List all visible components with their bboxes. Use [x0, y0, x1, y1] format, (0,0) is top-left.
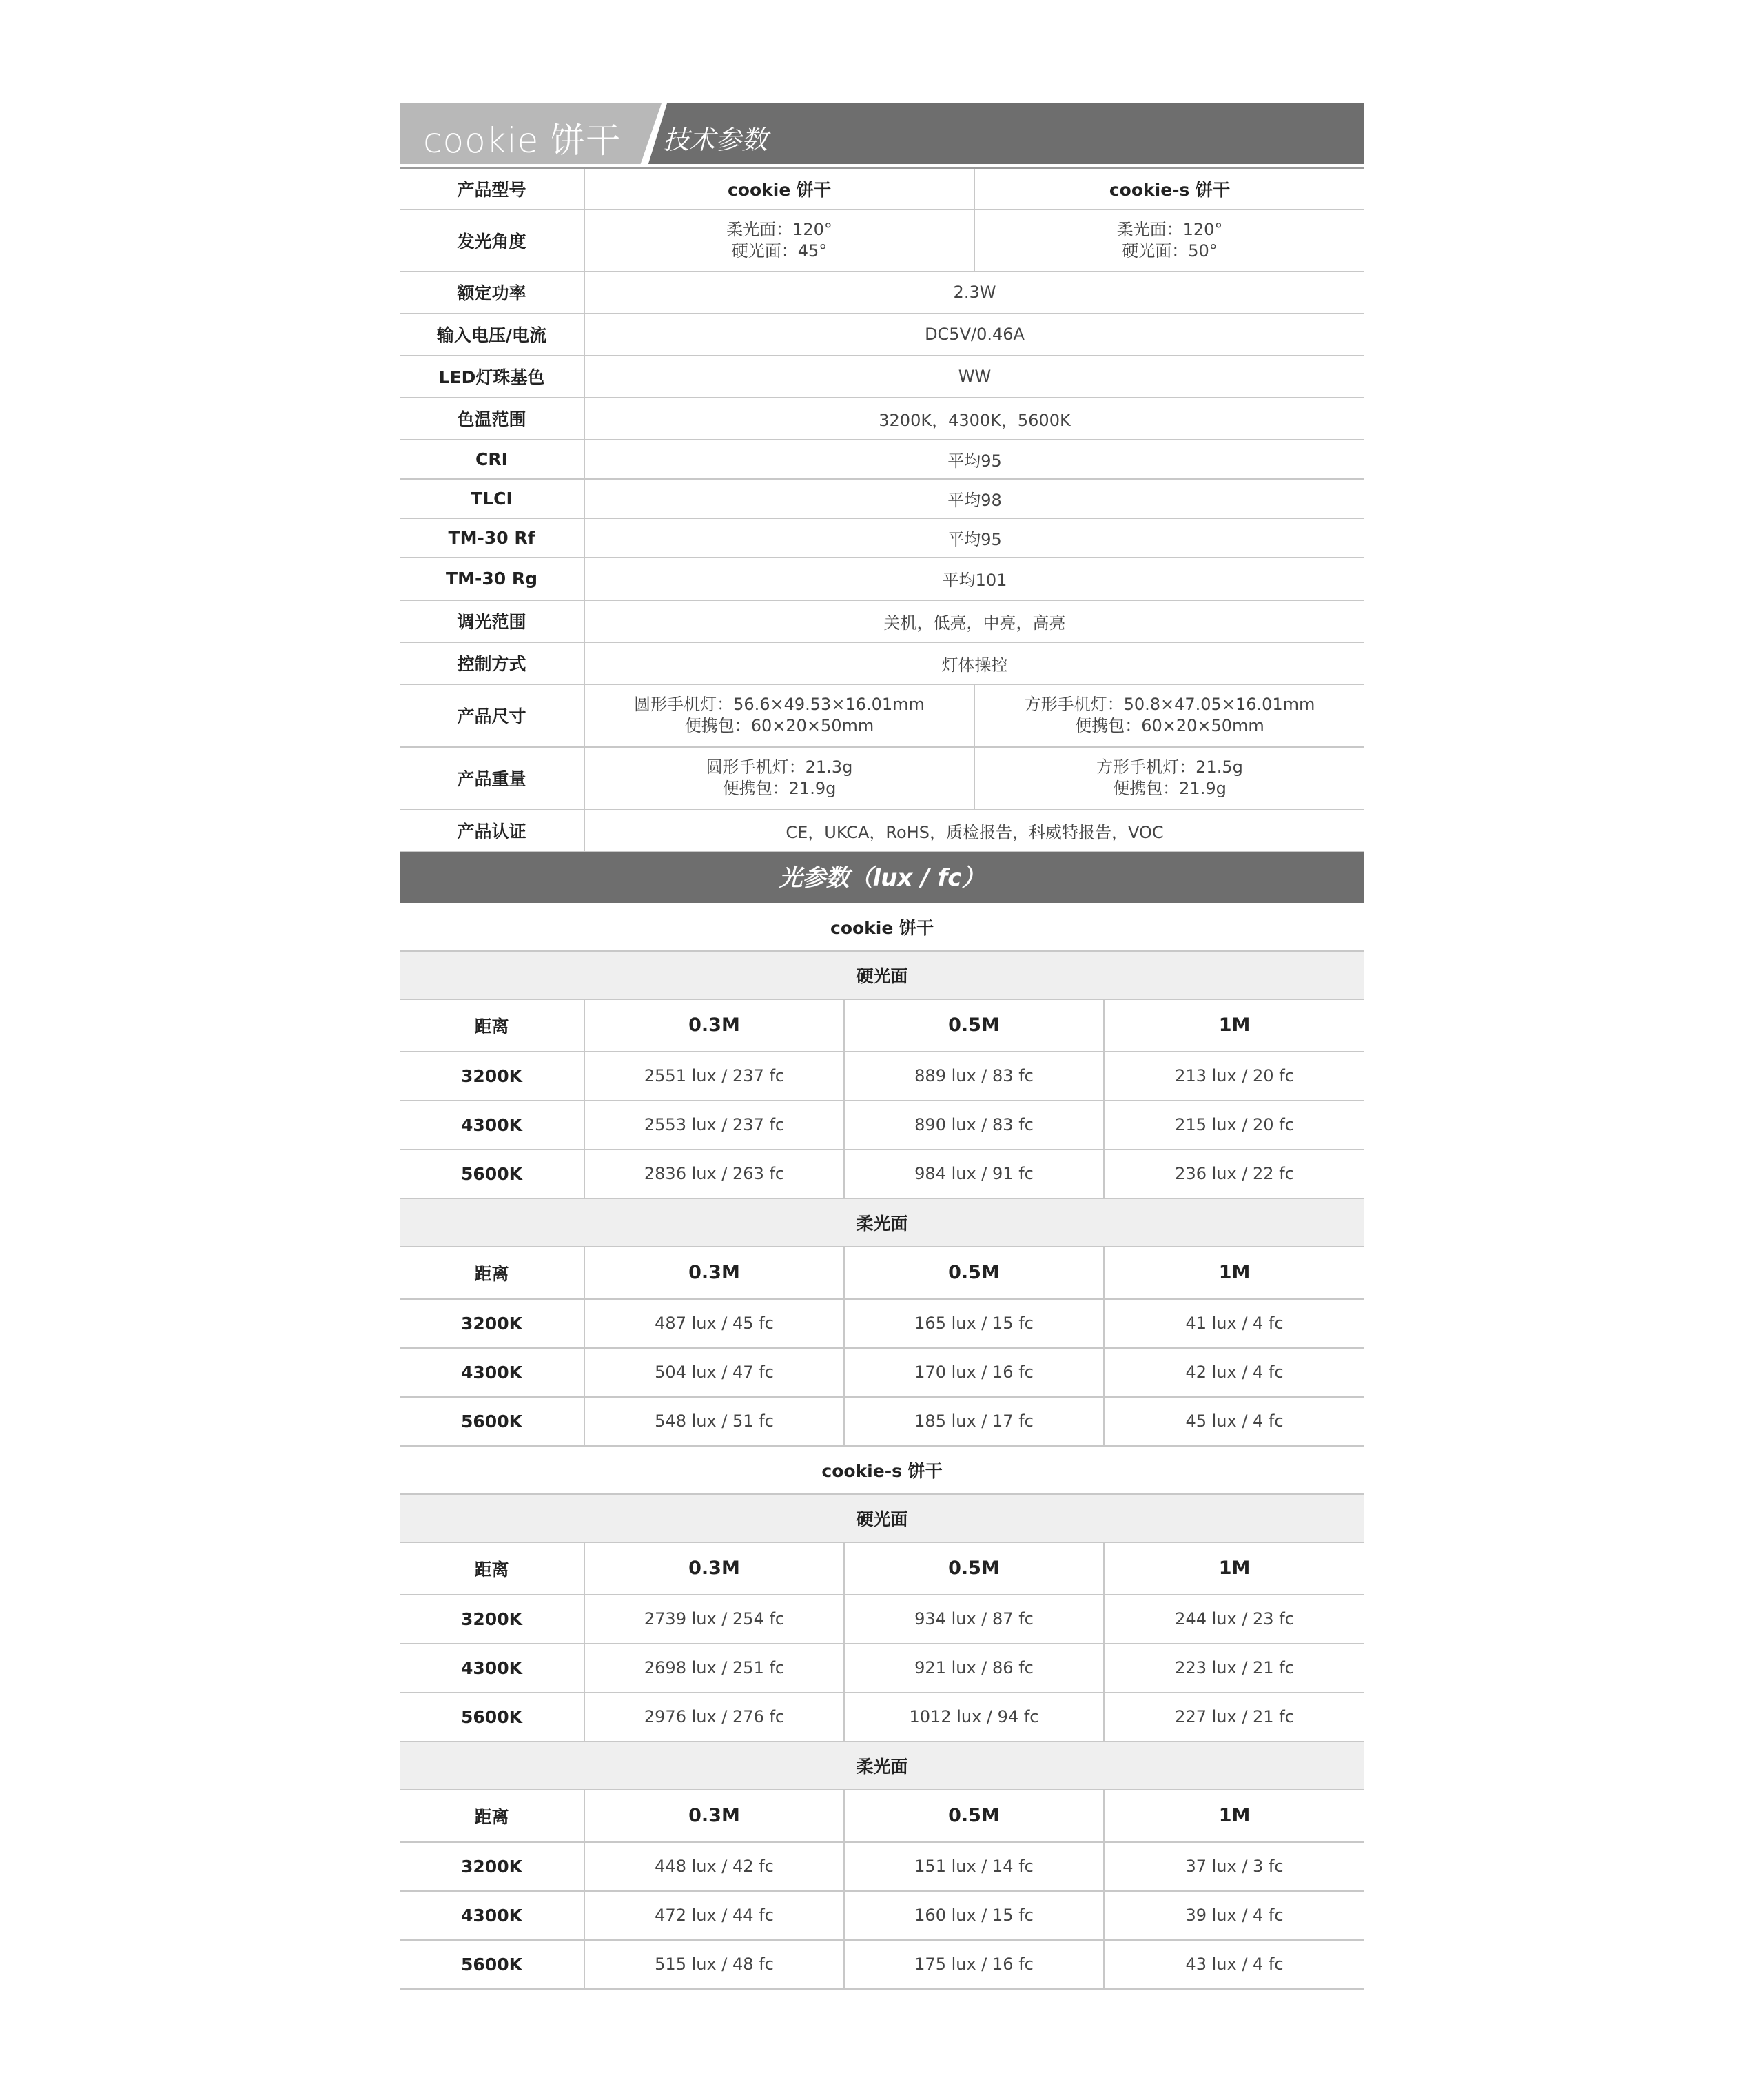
- table-row: [400, 1348, 1364, 1397]
- lux-value: 2551 lux / 237 fc: [584, 1052, 844, 1101]
- lux-value: 244 lux / 23 fc: [1104, 1595, 1364, 1644]
- spec-label: 产品重量: [400, 747, 584, 810]
- table-row: [400, 1397, 1364, 1446]
- face-row: [400, 1494, 1364, 1542]
- face-title: 硬光面: [400, 951, 1364, 999]
- cct-label: 5600K: [400, 1693, 584, 1742]
- distance-header: 0.5M: [844, 1247, 1104, 1299]
- table-row: [400, 1150, 1364, 1198]
- light-params-body: [400, 903, 1364, 1989]
- lux-value: 472 lux / 44 fc: [584, 1891, 844, 1940]
- lux-value: 175 lux / 16 fc: [844, 1940, 1104, 1989]
- lux-value: 213 lux / 20 fc: [1104, 1052, 1364, 1101]
- lux-value: 2836 lux / 263 fc: [584, 1150, 844, 1198]
- cct-label: 3200K: [400, 1052, 584, 1101]
- spec-label: 色温范围: [400, 398, 584, 440]
- face-row: [400, 951, 1364, 999]
- lux-value: 984 lux / 91 fc: [844, 1150, 1104, 1198]
- spec-value: DC5V/0.46A: [584, 314, 1364, 356]
- spec-value-b: [974, 684, 1364, 747]
- weight-a-line-2: 便携包：21.9g: [722, 779, 837, 798]
- spec-label: TM-30 Rf: [400, 518, 584, 558]
- distance-header: 1M: [1104, 1542, 1364, 1595]
- cct-label: 5600K: [400, 1940, 584, 1989]
- model-title: cookie 饼干: [400, 903, 1364, 951]
- lux-value: 236 lux / 22 fc: [1104, 1150, 1364, 1198]
- spec-label: 产品认证: [400, 810, 584, 852]
- angle-b-line-2: 硬光面：50°: [1122, 241, 1218, 261]
- spec-table: [400, 167, 1364, 852]
- spec-value-a: [584, 684, 974, 747]
- spec-row-cri: [400, 440, 1364, 479]
- spec-label: LED灯珠基色: [400, 356, 584, 398]
- face-title: 硬光面: [400, 1494, 1364, 1542]
- spec-label: 产品型号: [400, 168, 584, 210]
- spec-row-model: [400, 168, 1364, 210]
- distance-label: 距离: [400, 1790, 584, 1842]
- spec-row-voltage: [400, 314, 1364, 356]
- distance-header-row: [400, 1247, 1364, 1299]
- spec-label: 发光角度: [400, 210, 584, 272]
- lux-value: 185 lux / 17 fc: [844, 1397, 1104, 1446]
- cct-label: 4300K: [400, 1101, 584, 1150]
- distance-header: 0.5M: [844, 1542, 1104, 1595]
- model-name-a: cookie 饼干: [584, 168, 974, 210]
- lux-value: 890 lux / 83 fc: [844, 1101, 1104, 1150]
- spec-row-rg: [400, 558, 1364, 600]
- lux-value: 1012 lux / 94 fc: [844, 1693, 1104, 1742]
- spec-label: 额定功率: [400, 272, 584, 314]
- distance-label: 距离: [400, 999, 584, 1052]
- brand-title: cookie 饼干: [423, 121, 622, 161]
- lux-value: 934 lux / 87 fc: [844, 1595, 1104, 1644]
- lux-value: 515 lux / 48 fc: [584, 1940, 844, 1989]
- spec-row-dimming: [400, 600, 1364, 642]
- distance-label: 距离: [400, 1247, 584, 1299]
- distance-header: 1M: [1104, 1247, 1364, 1299]
- spec-row-power: [400, 272, 1364, 314]
- model-row: [400, 903, 1364, 951]
- spec-row-control: [400, 642, 1364, 684]
- spec-value: 关机，低亮，中亮，高亮: [584, 600, 1364, 642]
- lux-value: 45 lux / 4 fc: [1104, 1397, 1364, 1446]
- cct-label: 4300K: [400, 1644, 584, 1693]
- spec-value-b: [974, 747, 1364, 810]
- spec-row-rf: [400, 518, 1364, 558]
- distance-header: 1M: [1104, 999, 1364, 1052]
- spec-value: 平均101: [584, 558, 1364, 600]
- distance-header-row: [400, 1790, 1364, 1842]
- spec-value: CE，UKCA，RoHS，质检报告，科威特报告，VOC: [584, 810, 1364, 852]
- lux-value: 2553 lux / 237 fc: [584, 1101, 844, 1150]
- lux-value: 37 lux / 3 fc: [1104, 1842, 1364, 1891]
- lux-value: 39 lux / 4 fc: [1104, 1891, 1364, 1940]
- lux-value: 43 lux / 4 fc: [1104, 1940, 1364, 1989]
- lux-value: 170 lux / 16 fc: [844, 1348, 1104, 1397]
- cct-label: 3200K: [400, 1595, 584, 1644]
- lux-value: 2698 lux / 251 fc: [584, 1644, 844, 1693]
- table-row: [400, 1052, 1364, 1101]
- distance-header: 0.3M: [584, 1790, 844, 1842]
- weight-b-line-1: 方形手机灯：21.5g: [1096, 757, 1243, 777]
- spec-sheet: [400, 103, 1364, 1990]
- spec-label: TM-30 Rg: [400, 558, 584, 600]
- lux-value: 921 lux / 86 fc: [844, 1644, 1104, 1693]
- spec-label: 输入电压/电流: [400, 314, 584, 356]
- weight-a-line-1: 圆形手机灯：21.3g: [706, 757, 853, 777]
- distance-header: 0.3M: [584, 999, 844, 1052]
- spec-row-weight: [400, 747, 1364, 810]
- lux-value: 2739 lux / 254 fc: [584, 1595, 844, 1644]
- spec-value-a: [584, 747, 974, 810]
- spec-row-size: [400, 684, 1364, 747]
- spec-value-a: [584, 210, 974, 272]
- spec-row-angle: [400, 210, 1364, 272]
- spec-value: 平均95: [584, 518, 1364, 558]
- face-title: 柔光面: [400, 1198, 1364, 1247]
- lux-value: 151 lux / 14 fc: [844, 1842, 1104, 1891]
- light-params-title: 光参数（lux / fc）: [400, 852, 1364, 903]
- lux-value: 42 lux / 4 fc: [1104, 1348, 1364, 1397]
- lux-value: 448 lux / 42 fc: [584, 1842, 844, 1891]
- lux-value: 227 lux / 21 fc: [1104, 1693, 1364, 1742]
- size-a-line-2: 便携包：60×20×50mm: [684, 716, 874, 735]
- distance-header-row: [400, 1542, 1364, 1595]
- table-row: [400, 1595, 1364, 1644]
- size-b-line-1: 方形手机灯：50.8×47.05×16.01mm: [1024, 695, 1315, 714]
- size-a-line-1: 圆形手机灯：56.6×49.53×16.01mm: [634, 695, 925, 714]
- weight-b-line-2: 便携包：21.9g: [1113, 779, 1227, 798]
- table-row: [400, 1644, 1364, 1693]
- face-title: 柔光面: [400, 1742, 1364, 1790]
- spec-label: CRI: [400, 440, 584, 479]
- banner-subtitle: 技术参数: [663, 125, 768, 155]
- table-row: [400, 1842, 1364, 1891]
- spec-row-cert: [400, 810, 1364, 852]
- spec-row-led: [400, 356, 1364, 398]
- spec-label: 产品尺寸: [400, 684, 584, 747]
- header-banner: [400, 103, 1364, 164]
- face-row: [400, 1198, 1364, 1247]
- table-row: [400, 1101, 1364, 1150]
- cct-label: 3200K: [400, 1299, 584, 1348]
- distance-label: 距离: [400, 1542, 584, 1595]
- lux-value: 2976 lux / 276 fc: [584, 1693, 844, 1742]
- spec-label: 控制方式: [400, 642, 584, 684]
- cct-label: 4300K: [400, 1891, 584, 1940]
- lux-value: 487 lux / 45 fc: [584, 1299, 844, 1348]
- spec-value: 2.3W: [584, 272, 1364, 314]
- spec-value: 平均95: [584, 440, 1364, 479]
- spec-label: TLCI: [400, 479, 584, 518]
- angle-b-line-1: 柔光面：120°: [1116, 219, 1223, 239]
- table-row: [400, 1299, 1364, 1348]
- distance-header: 0.3M: [584, 1247, 844, 1299]
- face-row: [400, 1742, 1364, 1790]
- angle-a-line-2: 硬光面：45°: [731, 241, 828, 261]
- angle-a-line-1: 柔光面：120°: [726, 219, 832, 239]
- lux-value: 889 lux / 83 fc: [844, 1052, 1104, 1101]
- cct-label: 5600K: [400, 1150, 584, 1198]
- model-name-b: cookie-s 饼干: [974, 168, 1364, 210]
- spec-value-b: [974, 210, 1364, 272]
- cct-label: 5600K: [400, 1397, 584, 1446]
- spec-row-tlci: [400, 479, 1364, 518]
- model-row: [400, 1446, 1364, 1494]
- lux-value: 504 lux / 47 fc: [584, 1348, 844, 1397]
- spec-value: 3200K，4300K，5600K: [584, 398, 1364, 440]
- distance-header: 0.3M: [584, 1542, 844, 1595]
- spec-row-cct: [400, 398, 1364, 440]
- size-b-line-2: 便携包：60×20×50mm: [1075, 716, 1264, 735]
- distance-header-row: [400, 999, 1364, 1052]
- light-params-table: [400, 903, 1364, 1990]
- distance-header: 0.5M: [844, 999, 1104, 1052]
- spec-value: 平均98: [584, 479, 1364, 518]
- lux-value: 215 lux / 20 fc: [1104, 1101, 1364, 1150]
- cct-label: 3200K: [400, 1842, 584, 1891]
- model-title: cookie-s 饼干: [400, 1446, 1364, 1494]
- spec-value: WW: [584, 356, 1364, 398]
- lux-value: 223 lux / 21 fc: [1104, 1644, 1364, 1693]
- distance-header: 0.5M: [844, 1790, 1104, 1842]
- spec-label: 调光范围: [400, 600, 584, 642]
- lux-value: 41 lux / 4 fc: [1104, 1299, 1364, 1348]
- table-row: [400, 1891, 1364, 1940]
- lux-value: 160 lux / 15 fc: [844, 1891, 1104, 1940]
- spec-value: 灯体操控: [584, 642, 1364, 684]
- distance-header: 1M: [1104, 1790, 1364, 1842]
- table-row: [400, 1693, 1364, 1742]
- lux-value: 165 lux / 15 fc: [844, 1299, 1104, 1348]
- table-row: [400, 1940, 1364, 1989]
- lux-value: 548 lux / 51 fc: [584, 1397, 844, 1446]
- cct-label: 4300K: [400, 1348, 584, 1397]
